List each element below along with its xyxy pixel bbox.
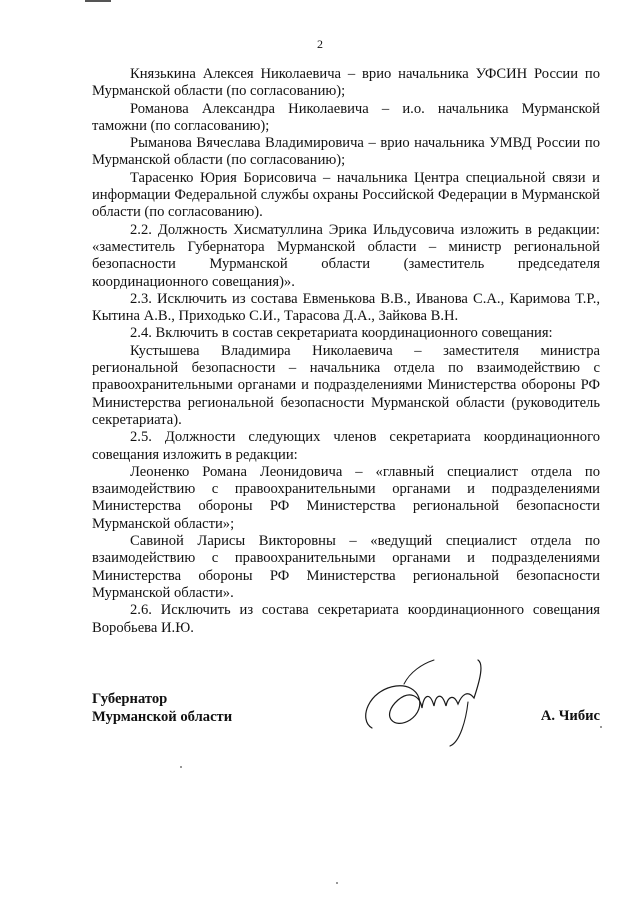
document-body [92, 66, 600, 637]
page-number: 2 [317, 37, 323, 51]
paragraph: 2.5. Должности следующих членов секретариата координационного совещания изложить в редакции: [92, 429, 600, 463]
signer-name: А. Чибис [540, 708, 600, 724]
handwritten-signature [350, 650, 510, 750]
paragraph: Князькина Алексея Николаевича – врио начальника УФСИН России по Мурманской области (по согласованию); [92, 66, 600, 100]
signer-title-line: Мурманской области [92, 709, 233, 725]
paragraph: 2.6. Исключить из состава секретариата координационного совещания Воробьева И.Ю. [92, 602, 600, 636]
paragraph: Кустышева Владимира Николаевича – заместителя министра региональной безопасности – начальника отдела по взаимодействию с правоохранительными органами и подразделениями Министерства обороны РФ Министерства региональной безопасности Мурманской области (руководитель секретариата). [92, 342, 600, 428]
scan-speck [600, 726, 602, 728]
paragraph: Тарасенко Юрия Борисовича – начальника Центра специальной связи и информации Федеральной службы охраны Российской Федерации в Мурманской области (по согласованию). [92, 169, 600, 221]
paragraph: Рыманова Вячеслава Владимировича – врио начальника УМВД России по Мурманской области (по согласованию); [92, 135, 600, 169]
signature-block [92, 690, 600, 760]
paragraph: Савиной Ларисы Викторовны – «ведущий специалист отдела по взаимодействию с правоохранительными органами и подразделениями Министерства обороны РФ Министерства региональной безопасности Мурманской области». [92, 533, 600, 601]
signer-title [92, 690, 232, 726]
scan-speck [180, 766, 182, 768]
scan-speck [336, 882, 338, 884]
scan-artifact [85, 0, 111, 2]
signer-title-line: Губернатор [92, 691, 168, 707]
paragraph: 2.4. Включить в состав секретариата координационного совещания: [130, 325, 553, 342]
paragraph: 2.3. Исключить из состава Евменькова В.В., Иванова С.А., Каримова Т.Р., Кытина А.В., Приходько С.И., Тарасова Д.А., Зайкова В.Н. [92, 290, 600, 325]
paragraph: Романова Александра Николаевича – и.о. начальника Мурманской таможни (по согласованию); [92, 100, 600, 134]
paragraph: Леоненко Романа Леонидовича – «главный специалист отдела по взаимодействию с правоохранительными органами и подразделениями Министерства обороны РФ Министерства региональной безопасности Мурманской области»; [92, 463, 600, 532]
paragraph: 2.2. Должность Хисматуллина Эрика Ильдусовича изложить в редакции: «заместитель Губернатора Мурманской области – министр региональной безопасности Мурманской области (заместитель председателя координационного совещания)». [92, 221, 600, 290]
